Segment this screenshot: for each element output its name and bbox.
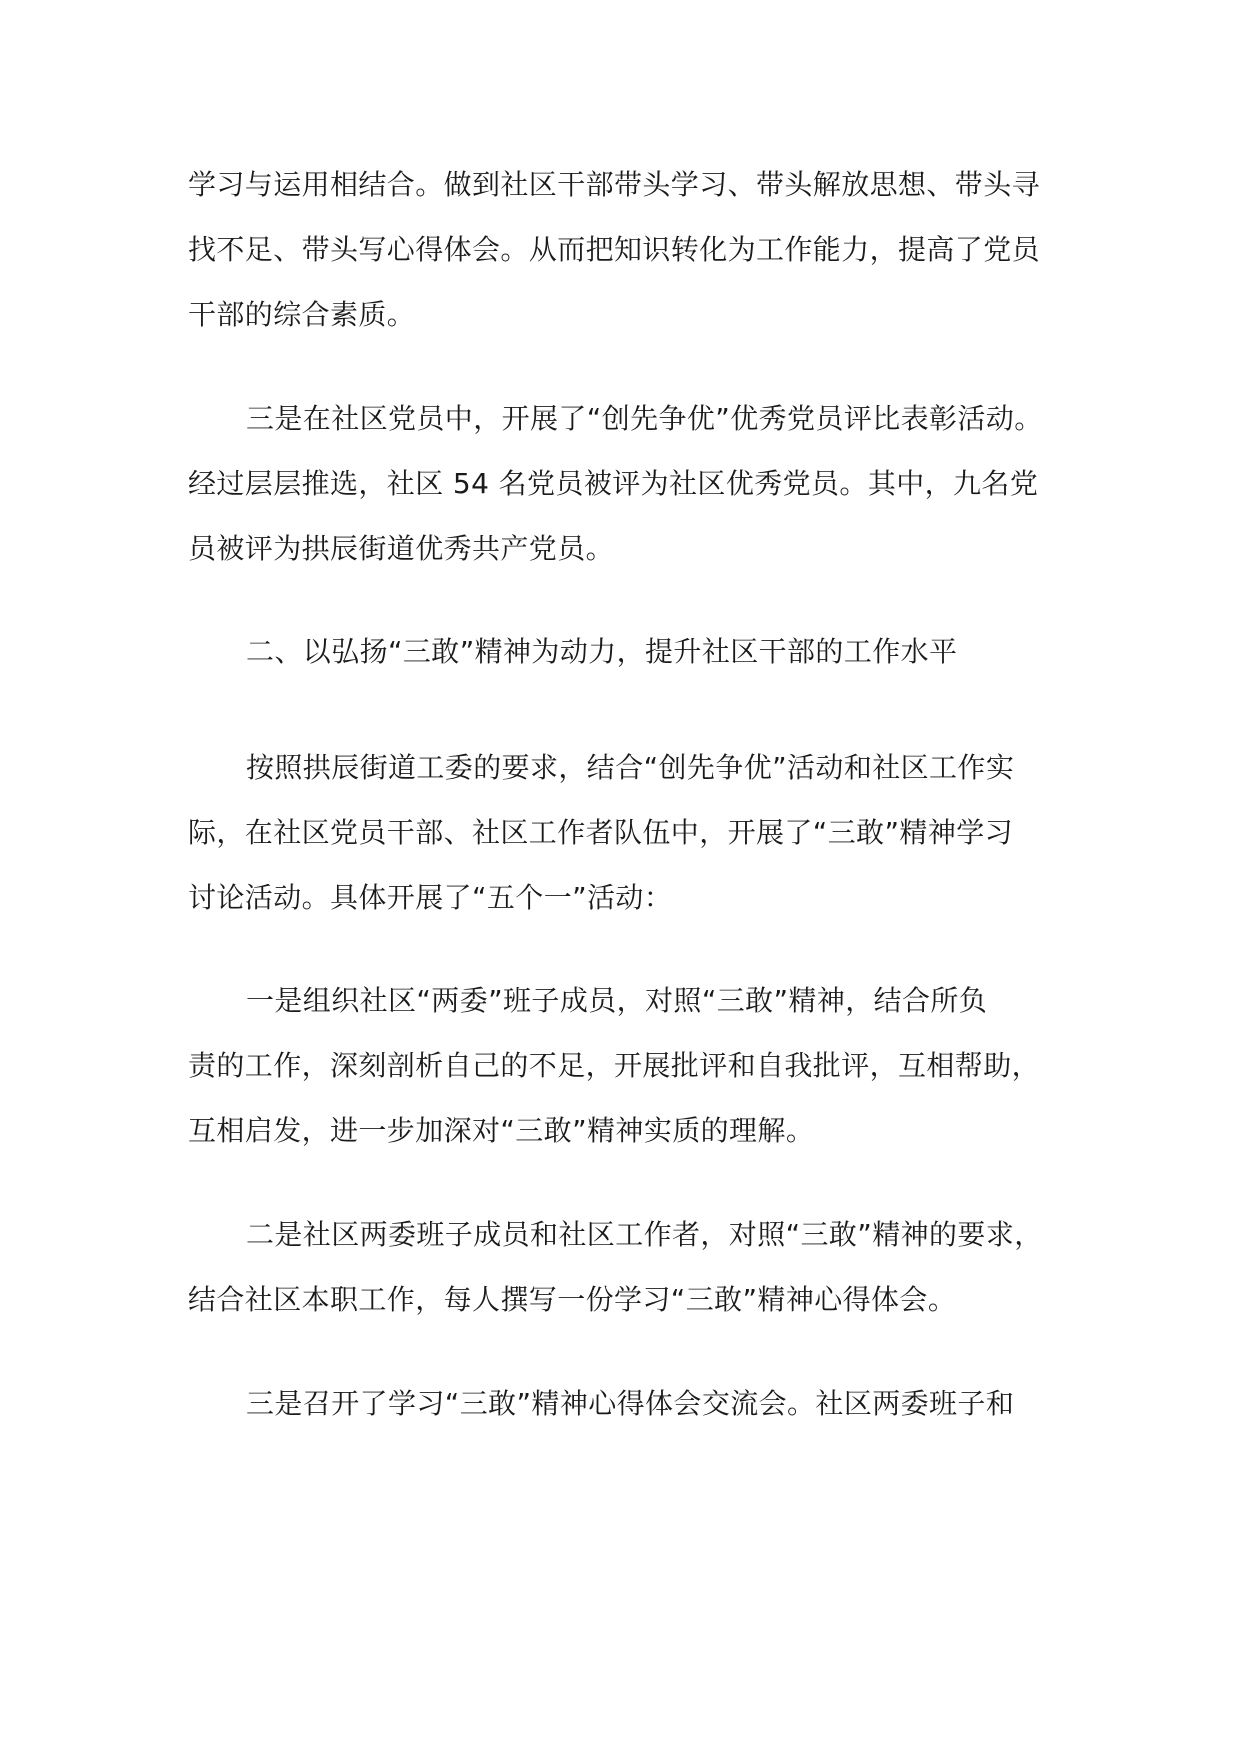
text-line: 责的工作，深刻剖析自己的不足，开展批评和自我批评，互相帮助， xyxy=(188,1049,1041,1082)
paragraph-item-two xyxy=(188,1202,1088,1332)
text-line: 找不足、带头写心得体会。从而把知识转化为工作能力，提高了党员 xyxy=(188,233,1041,266)
text-line: 学习与运用相结合。做到社区干部带头学习、带头解放思想、带头寻 xyxy=(188,168,1041,201)
text-line: 互相启发，进一步加深对“三敢”精神实质的理解。 xyxy=(188,1114,815,1147)
paragraph-requirements xyxy=(188,735,1088,930)
text-line: 经过层层推选，社区 54 名党员被评为社区优秀党员。其中，九名党 xyxy=(188,467,1039,500)
text-line: 三是在社区党员中，开展了“创先争优”优秀党员评比表彰活动。 xyxy=(246,402,1043,435)
text-line: 一是组织社区“两委”班子成员，对照“三敢”精神，结合所负 xyxy=(246,984,988,1017)
text-line: 干部的综合素质。 xyxy=(188,298,416,331)
paragraph-study-application xyxy=(188,152,1088,347)
text-line: 按照拱辰街道工委的要求，结合“创先争优”活动和社区工作实 xyxy=(246,751,1015,784)
paragraph-outstanding-members xyxy=(188,386,1088,581)
paragraph-item-three xyxy=(188,1371,1088,1436)
text-line: 二、以弘扬“三敢”精神为动力，提升社区干部的工作水平 xyxy=(246,635,958,668)
text-line: 讨论活动。具体开展了“五个一”活动： xyxy=(188,881,673,914)
paragraph-item-one xyxy=(188,968,1088,1163)
section-heading xyxy=(188,619,1088,684)
text-line: 二是社区两委班子成员和社区工作者，对照“三敢”精神的要求， xyxy=(246,1218,1043,1251)
text-line: 三是召开了学习“三敢”精神心得体会交流会。社区两委班子和 xyxy=(246,1387,1015,1420)
text-line: 际，在社区党员干部、社区工作者队伍中，开展了“三敢”精神学习 xyxy=(188,816,1014,849)
text-line: 结合社区本职工作，每人撰写一份学习“三敢”精神心得体会。 xyxy=(188,1283,957,1316)
text-line: 员被评为拱辰街道优秀共产党员。 xyxy=(188,532,615,565)
